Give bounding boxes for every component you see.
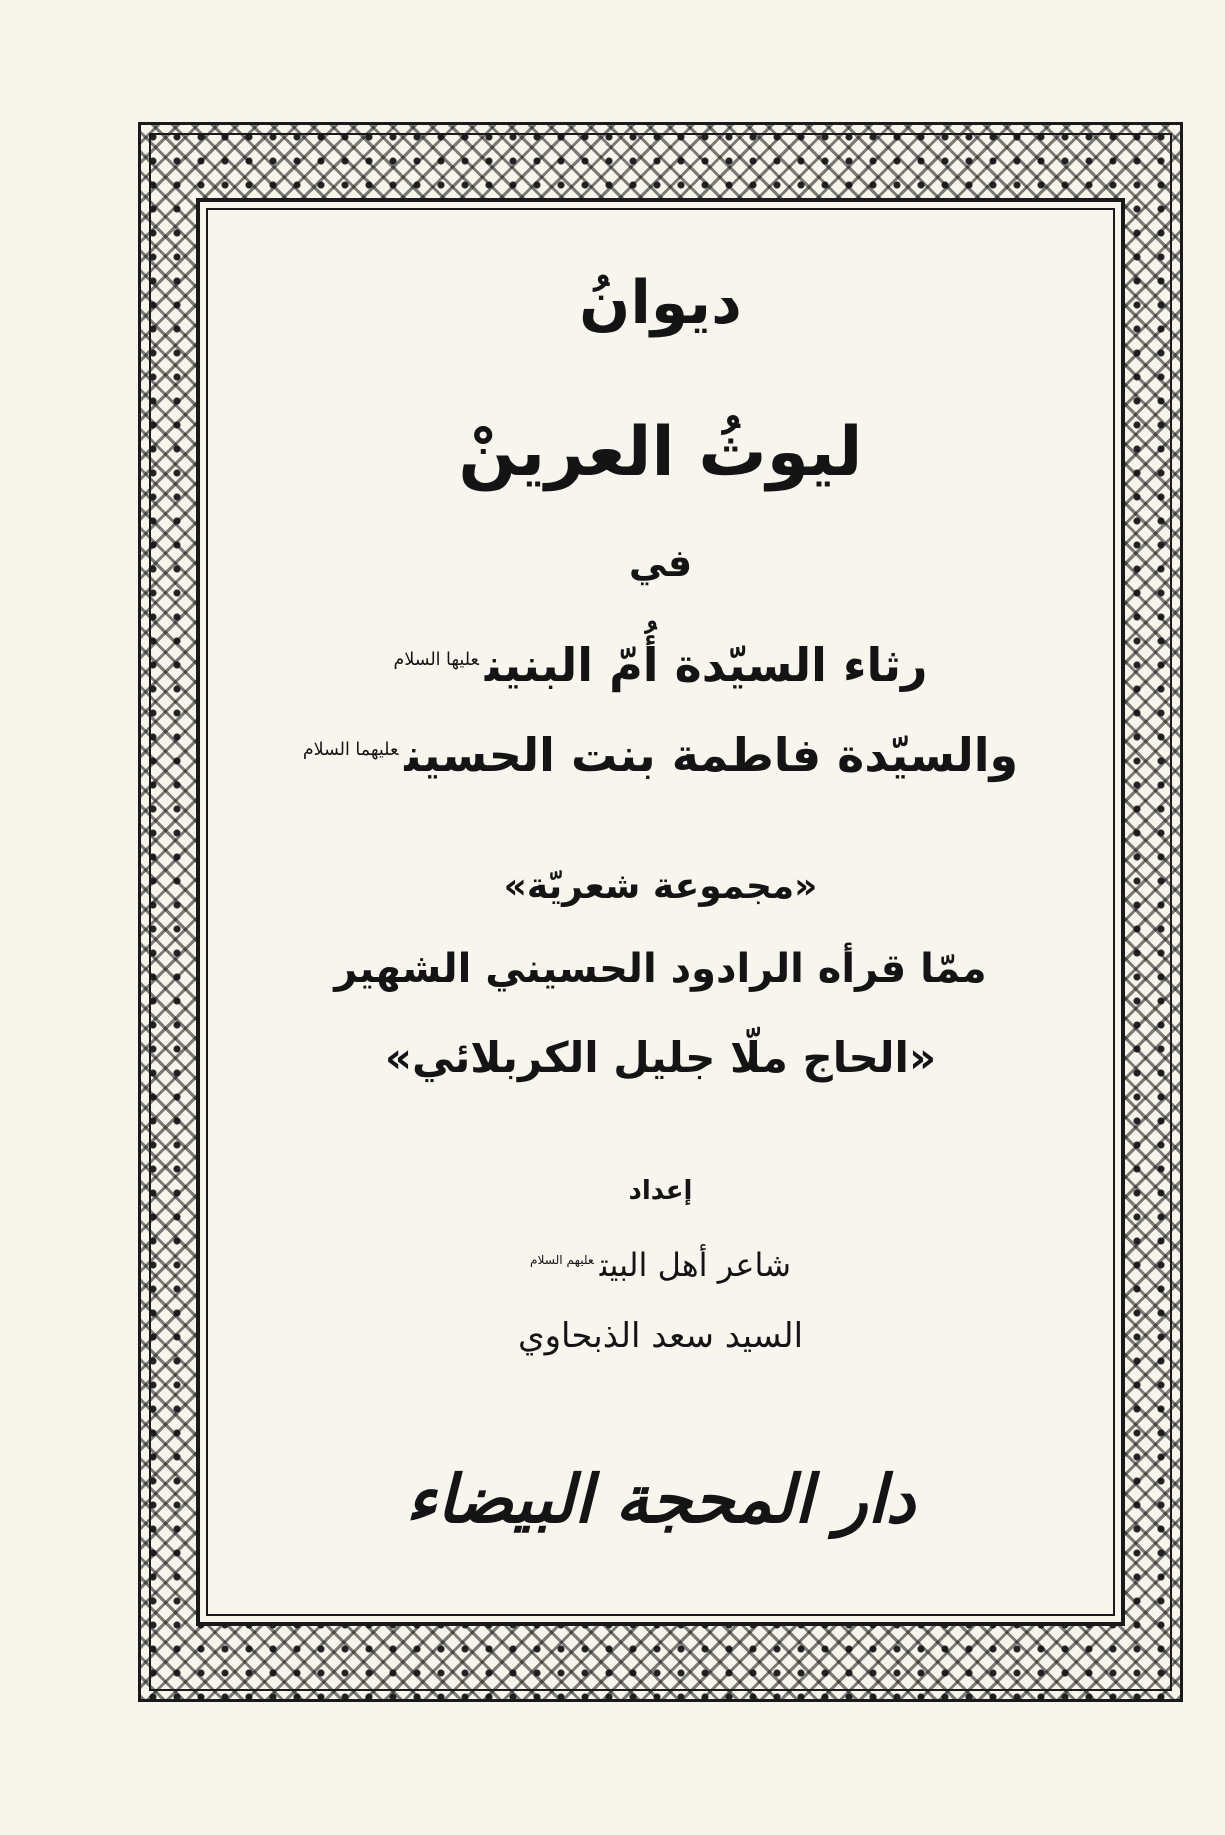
author-name: السيد سعد الذبحاوي [517, 1316, 804, 1356]
subtitle-line-1-text: رثاء السيّدة أُمّ البنين [484, 638, 928, 692]
cover-content [196, 198, 1125, 1626]
honorific-2: عليهما السلام [302, 739, 399, 760]
poet-title-text: شاعر أهل البيت [599, 1246, 792, 1284]
subtitle-line-2 [196, 728, 1125, 782]
reciter-name: «الحاج ملّا جليل الكربلائي» [384, 1033, 937, 1082]
honorific-1: عليها السلام [393, 649, 479, 670]
collection-label: «مجموعة شعريّة» [503, 866, 818, 907]
subtitle-line-2-text: والسيّدة فاطمة بنت الحسين [404, 728, 1019, 782]
title-line-1: ديوانُ [579, 268, 742, 338]
subtitle-line-1 [196, 638, 1125, 692]
poet-title [196, 1246, 1125, 1284]
prepared-by-label: إعداد [628, 1176, 693, 1206]
honorific-3: عليهم السلام [529, 1253, 594, 1268]
publisher-logo: دار المحجة البيضاء [405, 1460, 916, 1538]
recited-by-line: ممّا قرأه الرادود الحسيني الشهير [334, 946, 987, 992]
preposition: في [628, 541, 693, 585]
title-line-2: ليوثُ العرينْ [458, 413, 863, 492]
